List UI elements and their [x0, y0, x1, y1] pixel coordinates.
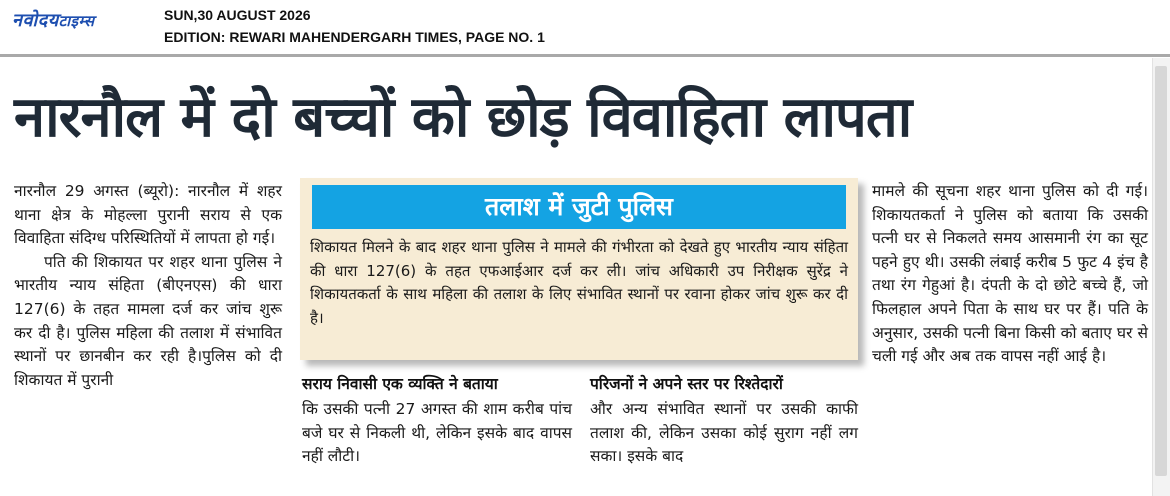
article-paragraph: पति की शिकायत पर शहर थाना पुलिस ने भारतीय न्याय संहिता (बीएनएस) की धारा 127(6) के तहत मामला दर्ज कर जांच शुरू कर दी है। पुलिस महिला की तलाश में संभावित स्थानों पर छानबीन कर रही है।पुलिस को दी शिकायत में पुरानी: [14, 252, 282, 389]
article-column-4: मामले की सूचना शहर थाना पुलिस को दी गई। शिकायतकर्ता ने पुलिस को बताया कि उसकी पत्नी घर से निकलते समय आसमानी रंग का सूट पहने हुए थी। उसकी लंबाई करीब 5 फुट 4 इंच है तथा रंग गेहुआं है। दंपती के दो छोटे बच्चे हैं, जो फिलहाल अपने पिता के साथ घर पर हैं। पति के अनुसार, उसकी पत्नी बिना किसी को बताए घर से चली गई और अब तक वापस नहीं आई है।: [872, 182, 1148, 366]
logo-sub-text: टाइम्स: [58, 12, 95, 30]
scrollbar-thumb[interactable]: [1155, 66, 1167, 476]
edition-info: EDITION: REWARI MAHENDERGARH TIMES, PAGE NO. 1: [164, 29, 545, 45]
column-3-lead: परिजनों ने अपने स्तर पर रिश्तेदारों: [590, 375, 783, 393]
column-2-lead: सराय निवासी एक व्यक्ति ने बताया: [302, 375, 498, 393]
logo-main-text: नवोदय: [12, 10, 59, 31]
highlight-box-body: शिकायत मिलने के बाद शहर थाना पुलिस ने मामले की गंभीरता को देखते हुए भारतीय न्याय संहिता की धारा 127(6) के तहत एफआईआर दर्ज कर ली। जांच अधिकारी उप निरीक्षक सुरेंद्र ने शिकायतकर्ता के साथ महिला की तलाश के लिए संभावित स्थानों पर रवाना होकर जांच शुरू कर दी है।: [310, 238, 848, 327]
header-divider: [0, 54, 1170, 57]
edition-date: SUN,30 AUGUST 2026: [164, 7, 311, 23]
article-headline: नारनौल में दो बच्चों को छोड़ विवाहिता लापता: [14, 85, 912, 150]
article-paragraph: नारनौल 29 अगस्त (ब्यूरो): नारनौल में शहर थाना क्षेत्र के मोहल्ला पुरानी सराय से एक विवाहिता संदिग्ध परिस्थितियों में लापता हो गई।: [14, 182, 282, 248]
publication-logo[interactable]: [12, 8, 95, 32]
highlight-box-title: तलाश में जुटी पुलिस: [312, 185, 846, 229]
article-column-3: और अन्य संभावित स्थानों पर उसकी काफी तलाश की, लेकिन उसका कोई सुराग नहीं लग सका। इसके बाद: [590, 400, 858, 466]
article-column-1: [14, 180, 282, 392]
article-column-2: कि उसकी पत्नी 27 अगस्त की शाम करीब पांच बजे घर से निकली थी, लेकिन इसके बाद वापस नहीं लौटी।: [302, 400, 572, 466]
page-header: [0, 0, 1170, 52]
